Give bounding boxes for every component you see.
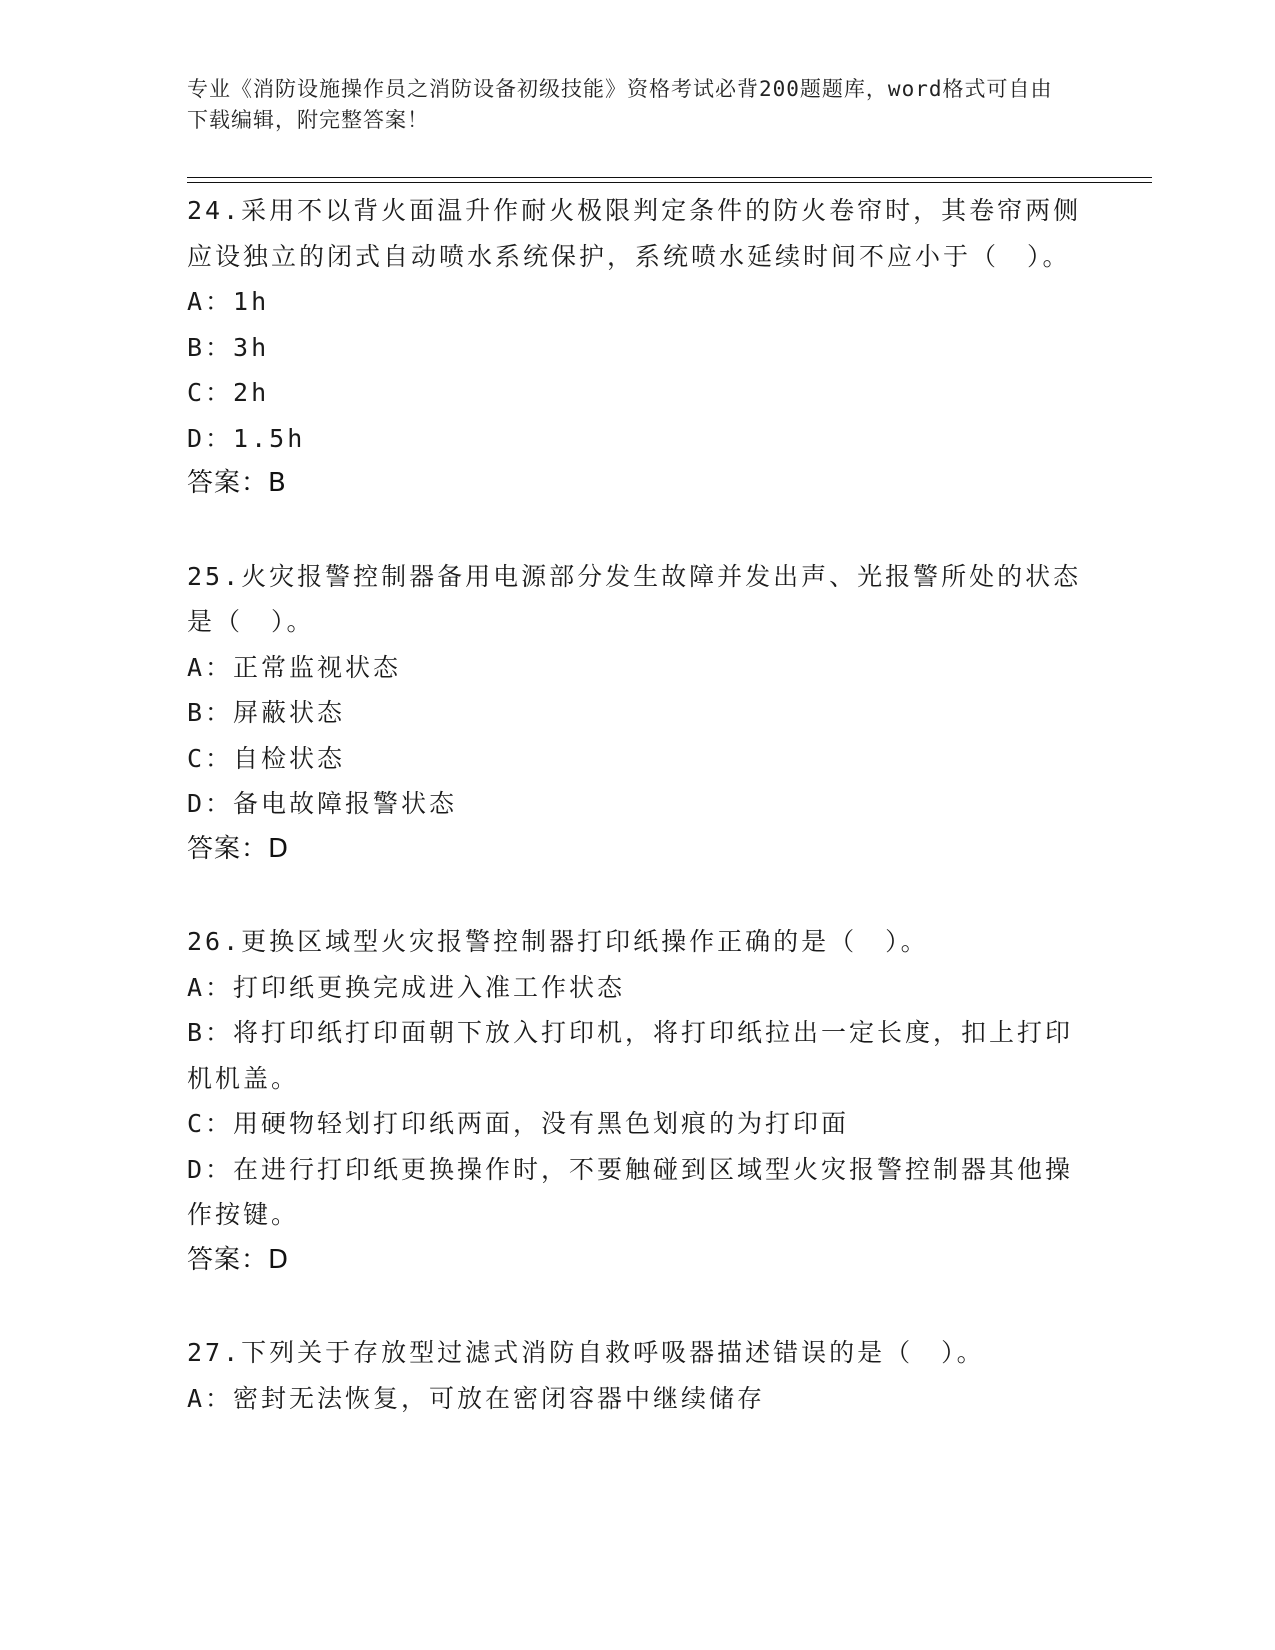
option-b: B：屏蔽状态 (187, 698, 346, 727)
option-d: D：在进行打印纸更换操作时，不要触碰到区域型火灾报警控制器其他操作按键。 (187, 1154, 1074, 1229)
option-a: A：打印纸更换完成进入准工作状态 (187, 972, 626, 1002)
option-a: A：1h (187, 287, 270, 316)
answer: 答案：D (187, 833, 290, 864)
question-26 (187, 919, 1087, 1283)
question-27 (187, 1330, 1087, 1421)
document-header: 专业《消防设施操作员之消防设备初级技能》资格考试必背200题题库，word格式可自由下载编辑，附完整答案！ (187, 77, 1053, 132)
question-stem: 27.下列关于存放型过滤式消防自救呼吸器描述错误的是（ ）。 (187, 1338, 985, 1367)
question-stem: 24.采用不以背火面温升作耐火极限判定条件的防火卷帘时，其卷帘两侧应设独立的闭式自动喷水系统保护，系统喷水延续时间不应小于（ ）。 (187, 196, 1082, 271)
header-divider (187, 177, 1152, 178)
option-c: C：自检状态 (187, 743, 346, 773)
question-25 (187, 554, 1087, 873)
answer: 答案：D (187, 1244, 290, 1275)
question-stem: 25.火灾报警控制器备用电源部分发生故障并发出声、光报警所处的状态是（ ）。 (187, 561, 1082, 636)
option-d: D：备电故障报警状态 (187, 789, 458, 818)
question-24 (187, 188, 1087, 507)
option-b: B：3h (187, 332, 270, 362)
answer: 答案：B (187, 468, 287, 498)
option-c: C：2h (187, 378, 270, 407)
option-c: C：用硬物轻划打印纸两面，没有黑色划痕的为打印面 (187, 1109, 850, 1138)
option-d: D：1.5h (187, 423, 306, 453)
option-b: B：将打印纸打印面朝下放入打印机，将打印纸拉出一定长度，扣上打印机机盖。 (187, 1018, 1074, 1093)
question-list (187, 188, 1087, 1421)
question-stem: 26.更换区域型火灾报警控制器打印纸操作正确的是（ ）。 (187, 927, 929, 956)
option-a: A：密封无法恢复，可放在密闭容器中继续储存 (187, 1383, 766, 1413)
option-a: A：正常监视状态 (187, 652, 402, 682)
header-divider-secondary (187, 182, 1152, 183)
